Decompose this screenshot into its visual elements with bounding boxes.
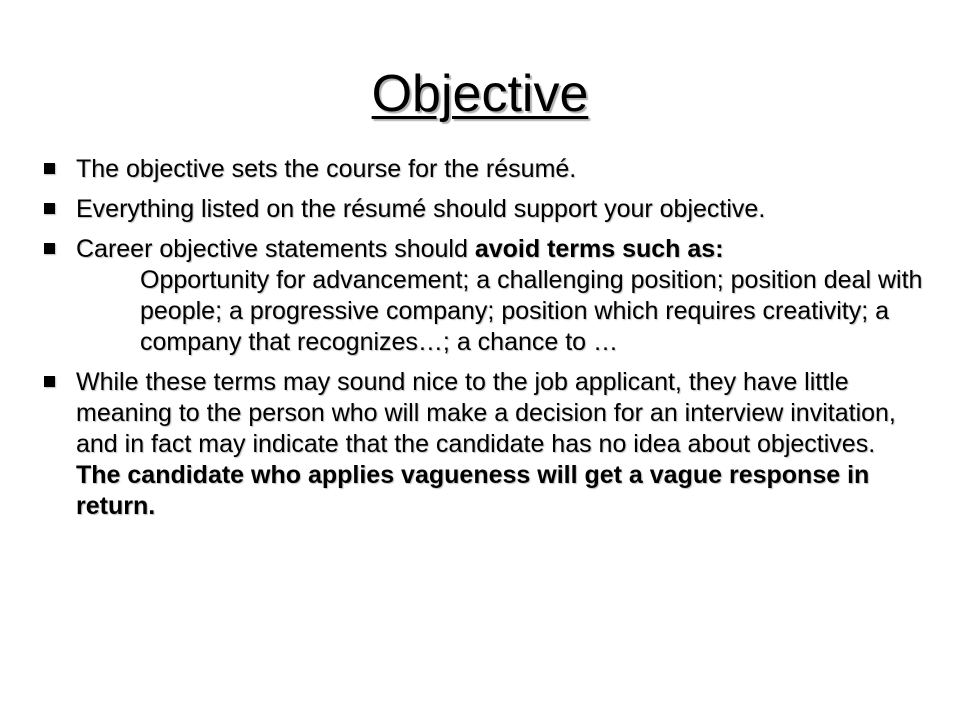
bullet-text: While these terms may sound nice to the job applicant, they have little meaning to the person who will make a decision for an interview invitation, and in fact may indicate that the candidate has no idea about objectives.	[76, 368, 896, 458]
indented-terms-text: Opportunity for advancement; a challenging position; position deal with people; a progressive company; position which requires creativity; a company that recognizes…; a chance to …	[140, 266, 923, 356]
slide-title: Objective	[371, 65, 589, 123]
bullet-item	[44, 194, 924, 225]
bullet-text: Career objective statements should	[76, 235, 475, 263]
bullet-text: The objective sets the course for the résumé.	[76, 155, 577, 183]
bullet-item	[44, 367, 924, 522]
bullet-bold-text: avoid terms such as:	[474, 235, 724, 263]
bullet-bold-text: The candidate who applies vagueness will get a vague response in return.	[76, 461, 870, 520]
square-bullet-icon	[44, 243, 55, 254]
bullet-item	[44, 234, 924, 358]
square-bullet-icon	[44, 203, 55, 214]
square-bullet-icon	[44, 163, 55, 174]
square-bullet-icon	[44, 376, 55, 387]
bullet-text: Everything listed on the résumé should support your objective.	[76, 195, 766, 223]
bullet-item	[44, 154, 924, 185]
bullet-list	[44, 154, 924, 531]
